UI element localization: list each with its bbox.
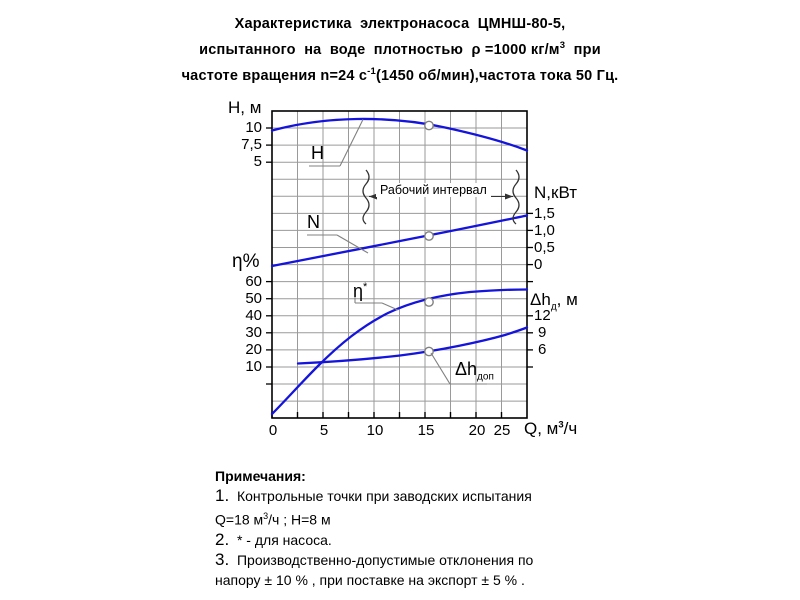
title-line-2-part-b: =1000 кг/м [480,41,560,58]
n-tick-1-5: 1,5 [534,205,555,222]
x-tick-10: 10 [366,422,384,439]
marker-eta [425,298,433,306]
h-tick-5: 5 [253,153,262,170]
title-line-2-part-a: испытанного на воде плотностью [199,41,472,58]
x-tick-5: 5 [319,422,329,439]
leader-dh-line [431,353,450,384]
note-3-text: Производственно-допустимые отклонения по [236,552,534,569]
note-3-line-2: напору ± 10 % , при поставке на экспорт ± 5 % . [215,571,525,588]
axis-label-dh-delta: Δ [530,290,542,309]
curve-label-dh-sub: доп [477,371,494,383]
x-axis-ticks [272,412,502,418]
leader-lines [307,120,487,385]
curve-label-eta [353,281,367,302]
h-tick-7-5: 7,5 [241,136,262,153]
note-1-text: Контрольные точки при заводских испытания [236,488,532,504]
axis-label-dh-sub: д [550,301,557,313]
curve-label-eta-symbol: η [353,281,364,301]
note-1-line-2-superscript: 3 [263,510,269,521]
curve-label-dh-h: h [467,359,478,379]
title-line-1: Характеристика электронасоса ЦМНШ-80-5, [234,16,566,32]
axis-label-q-superscript: 3 [558,419,564,431]
note-1-line-2-part-a: Q=18 м [215,511,264,528]
note-3 [215,550,735,571]
axis-label-q [524,419,577,439]
rho-symbol: ρ [471,41,481,58]
break-wave-left [363,170,369,224]
curve-label-n: N [307,212,320,232]
title-line-3-superscript: -1 [367,65,377,77]
n-tick-0-5: 0,5 [534,239,555,256]
axis-label-h: H, м [228,98,262,117]
title-line-2-superscript: 3 [559,40,566,51]
note-2-number: 2. [215,529,230,549]
axis-label-eta: η% [232,251,260,272]
axis-label-q-main: Q, м [524,419,559,438]
x-tick-25: 25 [493,422,511,439]
note-2-text: * - для насоса. [236,531,332,548]
note-1-line-2 [215,507,735,530]
title-line-2-part-c: при [565,41,601,58]
working-interval-label: Рабочий интервал [376,183,491,197]
note-3-number: 3. [215,550,230,570]
n-tick-0: 0 [534,256,543,273]
note-1 [215,486,735,507]
x-tick-0: 0 [268,422,278,439]
n-tick-1-0: 1,0 [534,222,555,239]
marker-h [425,121,433,129]
leader-h-line [340,120,363,167]
leader-eta-line [382,303,398,310]
eta-tick-20: 20 [245,341,262,358]
title-line-3-part-a: частоте вращения n=24 с [181,67,368,84]
eta-tick-40: 40 [245,307,262,324]
notes-heading: Примечания: [215,468,306,484]
h-tick-10: 10 [245,119,262,136]
curve-label-dh-delta: Δ [455,359,468,379]
eta-tick-30: 30 [245,324,262,341]
curve-label-eta-star: * [363,281,368,293]
eta-tick-50: 50 [245,290,262,307]
x-tick-20: 20 [468,422,486,439]
note-1-line-2-part-b: /ч ; H=8 м [268,511,331,528]
title-line-3-part-b: (1450 об/мин),частота тока 50 Гц. [376,67,619,84]
axis-label-dh-h: h [541,290,551,309]
dh-tick-9: 9 [538,324,547,341]
dh-tick-12: 12 [534,307,551,324]
axis-label-q-tail: /ч [563,419,578,438]
x-tick-15: 15 [417,422,435,439]
interval-arrow-right-head [505,194,513,200]
notes-section [215,468,735,590]
y-axis-left-ticks [266,128,272,384]
axis-label-n: N,кВт [534,183,577,202]
note-2 [215,530,735,551]
marker-n [425,232,433,240]
break-wave-right [513,170,519,224]
curve-label-h: H [311,143,324,163]
dh-tick-6: 6 [538,341,547,358]
curve-label-dh-dop [455,359,494,383]
note-1-number: 1. [215,486,230,505]
eta-tick-60: 60 [245,273,262,290]
axis-label-dh-tail: , м [556,290,578,309]
eta-tick-10: 10 [245,358,262,375]
working-interval-annotation [363,170,519,224]
control-point-markers [425,121,433,355]
